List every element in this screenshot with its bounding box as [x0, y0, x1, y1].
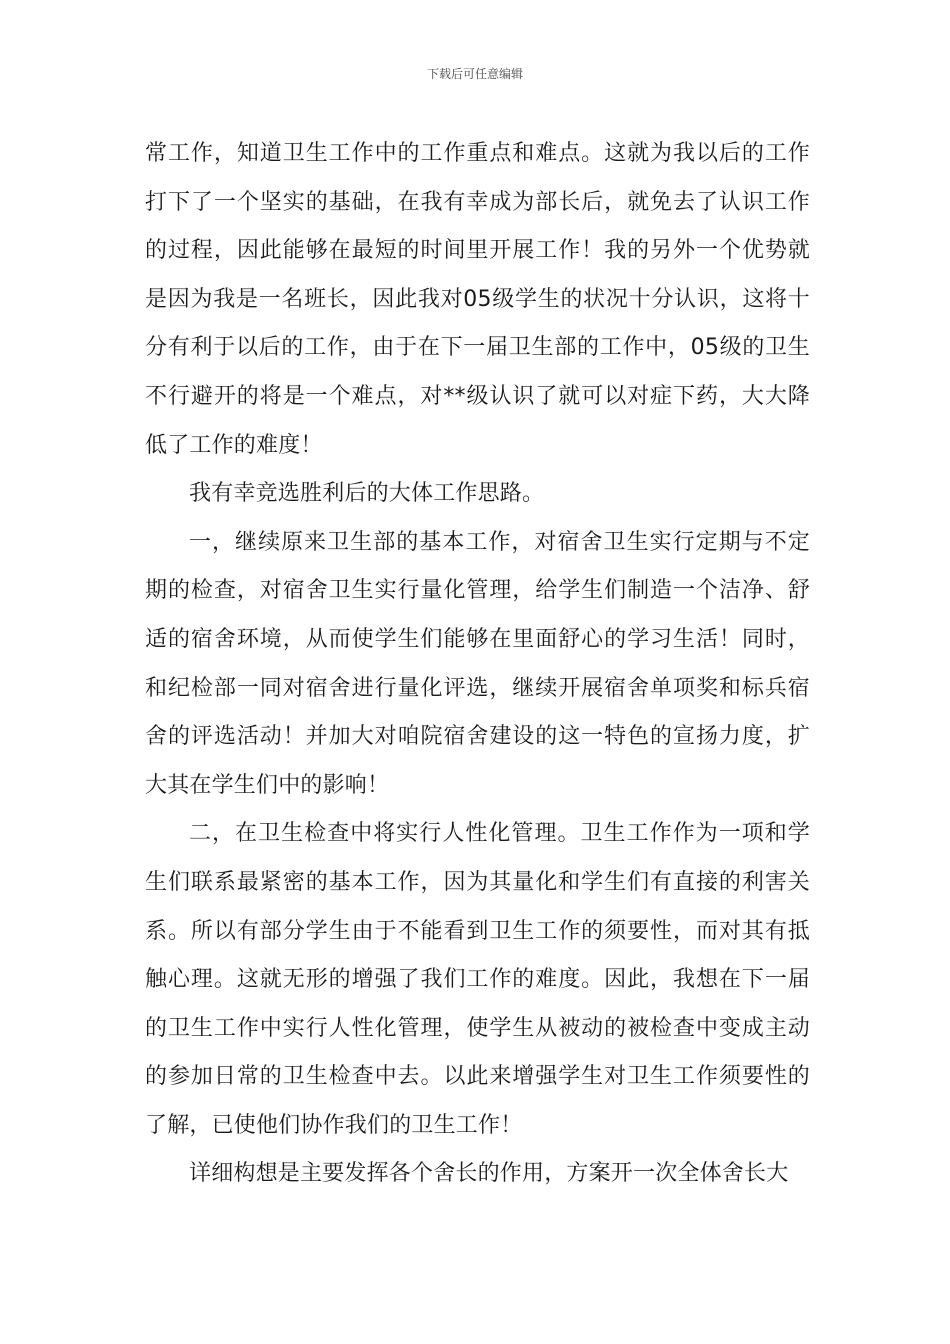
document-body [145, 130, 810, 1199]
page-header: 下载后可任意编辑 [426, 67, 523, 81]
paragraph-point-one: 一，继续原来卫生部的基本工作，对宿舍卫生实行定期与不定期的检查，对宿舍卫生实行量化管理，给学生们制造一个洁净、舒适的宿舍环境，从而使学生们能够在里面舒心的学习生活！同时，和纪检部一同对宿舍进行量化评选，继续开展宿舍单项奖和标兵宿舍的评选活动！并加大对咱院宿舍建设的这一特色的宣扬力度，扩大其在学生们中的影响！ [145, 529, 810, 798]
paragraph-continuation: 常工作，知道卫生工作中的工作重点和难点。这就为我以后的工作打下了一个坚实的基础，在我有幸成为部长后，就免去了认识工作的过程，因此能够在最短的时间里开展工作！我的另外一个优势就是因为我是一名班长，因此我对05级学生的状况十分认识，这将十分有利于以后的工作，由于在下一届卫生部的工作中，05级的卫生不行避开的将是一个难点，对**级认识了就可以对症下药，大大降低了工作的难度！ [145, 141, 810, 458]
paragraph-detailed-plan: 详细构想是主要发挥各个舍长的作用，方案开一次全体舍长大 [189, 1161, 789, 1187]
paragraph-point-two: 二，在卫生检查中将实行人性化管理。卫生工作作为一项和学生们联系最紧密的基本工作，因为其量化和学生们有直接的利害关系。所以有部分学生由于不能看到卫生工作的须要性，而对其有抵触心理。这就无形的增强了我们工作的难度。因此，我想在下一届的卫生工作中实行人性化管理，使学生从被动的被检查中变成主动的参加日常的卫生检查中去。以此来增强学生对卫生工作须要性的了解，已使他们协作我们的卫生工作！ [145, 821, 810, 1138]
paragraph-work-plan-heading: 我有幸竞选胜利后的大体工作思路。 [189, 481, 545, 507]
